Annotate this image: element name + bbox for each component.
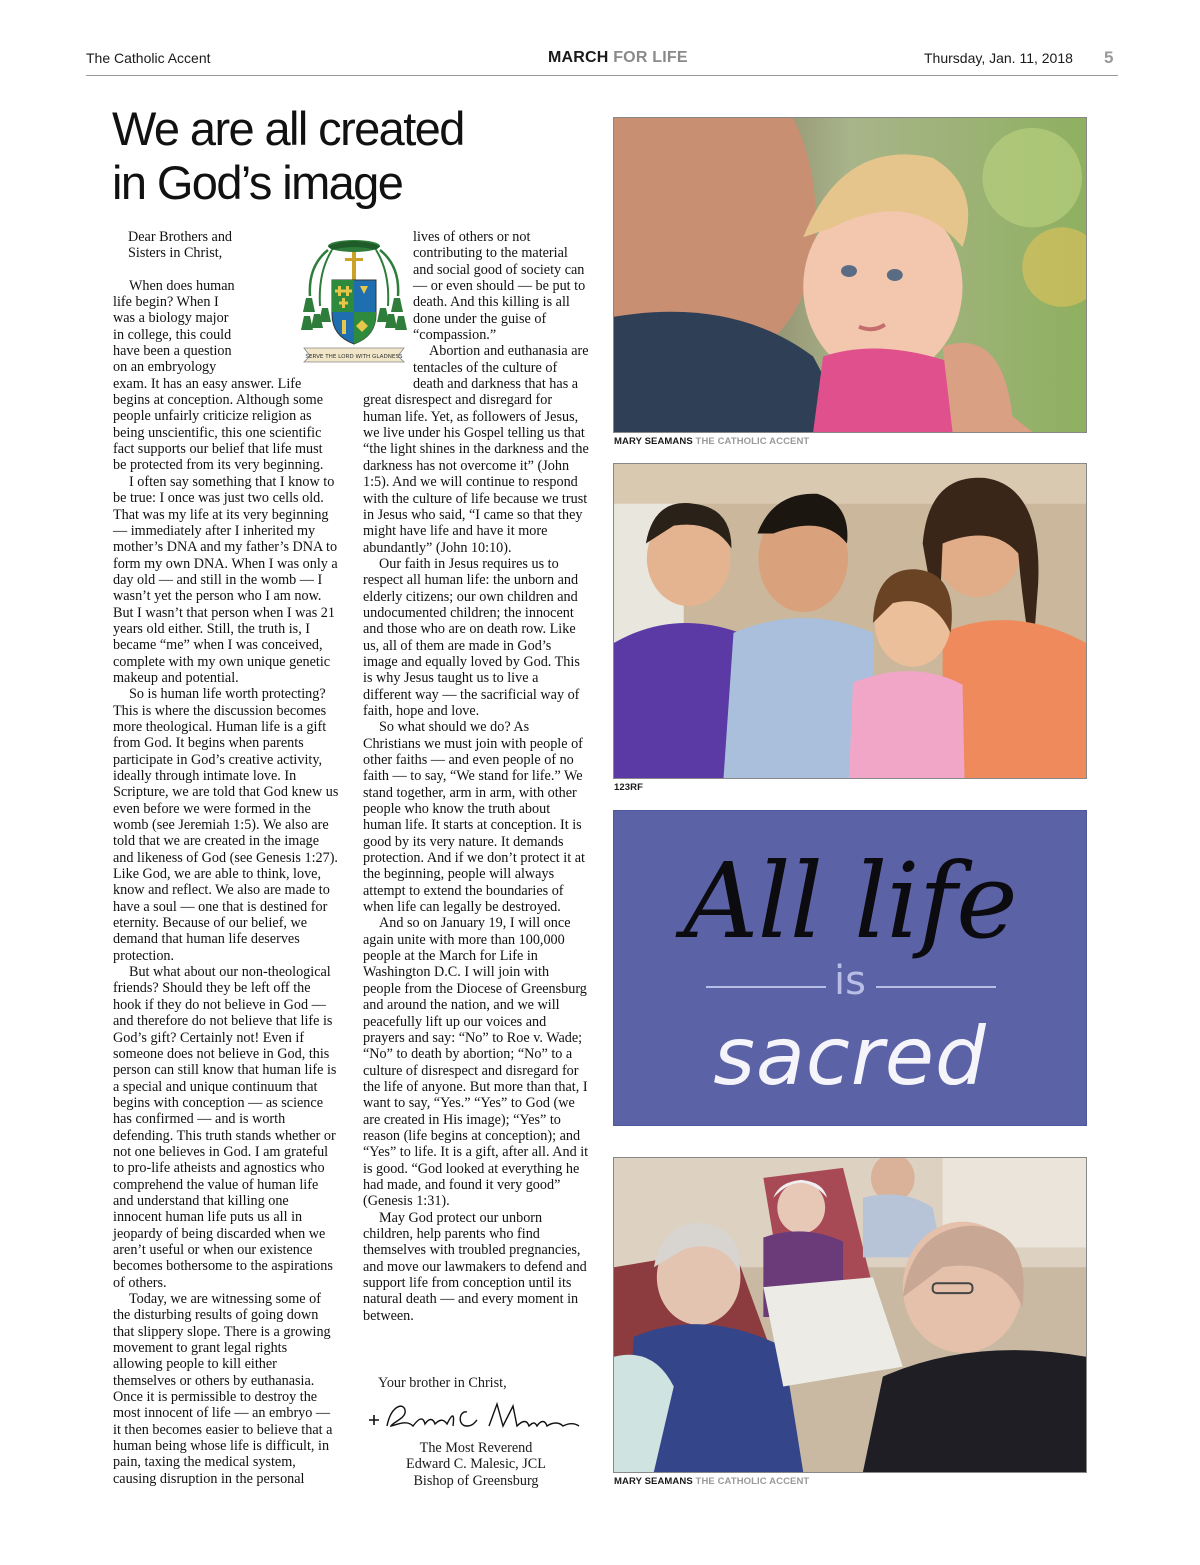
article-paragraph: Our faith in Jesus requires us to respect all human life: the unborn and elderly citizens; our own children and undocumented children; the innocent and those who are on death row. Like us, all of them are made in God’s image and equally loved by God. This is why Jesus taught us to live a different way — the sacrificial way of faith, hope and love.: [363, 555, 580, 719]
photo-credit-org: THE CATHOLIC ACCENT: [695, 1476, 810, 1487]
article-paragraph: May God protect our unborn children, help parents who find themselves with troubled pregnancies, and move our lawmakers to defend and support life from conception until its natural death — and every moment in between.: [363, 1209, 587, 1324]
photo-credit: [614, 782, 643, 793]
signer-name: Edward C. Malesic, JCL: [406, 1456, 546, 1473]
article-paragraph: lives of others or not contributing to the material and social good of society can — or even should — be put to death. And this killing is all done under the guise of “compassion.”: [413, 229, 586, 344]
coat-of-arms-graphic: [298, 236, 410, 370]
section-name: [548, 49, 688, 67]
page-number: 5: [1104, 48, 1114, 67]
paper-name: The Catholic Accent: [86, 50, 211, 66]
crest-motto: SERVE THE LORD WITH GLADNESS: [305, 354, 403, 360]
photo-credit-org: THE CATHOLIC ACCENT: [695, 436, 810, 447]
headline-line-2: in God’s image: [112, 156, 403, 209]
article-paragraph: But what about our non-theological friends? Should they be left off the hook if they do not believe in God — and therefore do not believe that life is God’s gift? Certainly not! Even if someone does not believe in God, this person can still know that human life is a special and unique continuum that begins with conception — as science has confirmed — and is worth defending. This truth stands whether or not one believes in God. I am grateful to pro-life atheists and agnostics who comprehend the value of human life and understand that killing one innocent human life puts us all in jeopardy of being discarded when we aren’t useful or when our existence becomes bothersome to the aspirations of others.: [113, 964, 337, 1291]
photo-credit: [614, 1476, 809, 1487]
article-paragraph: So is human life worth protecting? This is where the discussion becomes more theological. Human life is a gift from God. It begins when parents participate in God’s creative activity, ideally through intimate love. In Scripture, we are told that God knew us even before we were formed in the womb (see Jeremiah 1:5). We also are told that we are created in the image and likeness of God (see Genesis 1:27). Like God, we are able to think, love, know and reflect. We also are made to have a soul — one that is destined for eternity. Because of our belief, we demand that human life deserves protection.: [113, 686, 339, 964]
salutation-line-1: Dear Brothers and: [128, 229, 233, 245]
signature: [363, 1396, 589, 1438]
headline-line-1: We are all created: [112, 102, 464, 155]
article-paragraph: So what should we do? As Christians we must join with people of other faiths — and even people of no faith — to say, “We stand for life.” We stand together, arm in arm, with other people who know the truth about human life. It starts at conception. It is good by its very nature. It demands protection. And if we don’t protect it at the beginning, people will always attempt to extend the boundaries of when life can legally be destroyed.: [363, 719, 585, 916]
photo-family: [613, 463, 1087, 779]
photo-credit: [614, 436, 809, 447]
closing: [363, 1375, 589, 1391]
graphic-line-all-life: All life: [683, 840, 1017, 962]
signer-block: [363, 1440, 589, 1489]
section-name-strong: MARCH: [548, 49, 609, 66]
photo-family-image: [614, 464, 1086, 778]
photo-father-and-baby-image: [614, 118, 1086, 432]
photo-father-and-baby: [613, 117, 1087, 433]
section-name-light: FOR LIFE: [613, 49, 688, 66]
photo-credit-name: 123RF: [614, 782, 644, 793]
photo-credit-name: MARY SEAMANS: [614, 436, 693, 447]
running-head: [86, 48, 1118, 70]
article-column-2: [363, 229, 589, 1369]
graphic-rule-right: [876, 986, 996, 988]
graphic-line-is: is: [834, 958, 866, 1004]
article-paragraph: And so on January 19, I will once again unite with more than 100,000 people at the March for Life in Washington D.C. I will join with people from the Diocese of Greensburg and around the nation, and we will peacefully lift up our voices and prayers and say: “No” to Roe v. Wade; “No” to death by abortion; “No” to a culture of disrespect and disregard for the life of anyone. But more than that, I want to say, “Yes.” “Yes” to God (we are created in His image); “Yes” to reason (life begins at conception); and “Yes” to life. It is a gift, after all. And it is good. “God looked at everything he had made, and found it very good” (Genesis 1:31).: [363, 915, 589, 1210]
graphic-all-life-is-sacred: [613, 810, 1087, 1126]
graphic-line-sacred: sacred: [713, 1010, 987, 1103]
signer-title: The Most Reverend: [419, 1440, 533, 1456]
headline: [112, 102, 532, 210]
closing-line: Your brother in Christ,: [378, 1375, 507, 1391]
article-paragraph: Abortion and euthanasia are tentacles of the culture of death and darkness that has a great disrespect and disregard for human life. Yet, as followers of Jesus, we live under his Gospel telling us that “the light shines in the darkness and the darkness has not overcome it” (John 1:5). And we will continue to respond with the culture of life because we trust in Jesus who said, “I came so that they might have life and have it more abundantly” (John 10:10).: [363, 343, 589, 556]
article-paragraph: I often say something that I know to be true: I once was just two cells old. That was my life at its very beginning — immediately after I inherited my mother’s DNA and my father’s DNA to form my own DNA. When I was only a day old — and still in the womb — I wasn’t yet the person who I am now. But I wasn’t that person when I was 21 years old either. Still, the truth is, I became “me” when I was conceived, complete with my own unique genetic makeup and potential.: [113, 473, 338, 686]
coat-of-arms: [298, 236, 410, 370]
article-paragraph: Today, we are witnessing some of the disturbing results of going down that slippery slope. There is a growing movement to grant legal rights allowing people to kill either themselves or others by euthanasia. Once it is permissible to destroy the most innocent of life — an embryo — it then becomes easier to believe that a human being whose life is difficult, in pain, taxing the medical system, causing disruption in the personal: [113, 1291, 333, 1487]
header-rule: [86, 75, 1118, 76]
issue-date: Thursday, Jan. 11, 2018: [924, 50, 1073, 66]
graphic-panel: [614, 811, 1086, 1125]
article-paragraph: When does human life begin? When I was a biology major in college, this could have been a question on an embryology exam. It has an easy answer. Life begins at conception. Although some people unfairly criticize religion as being unscientific, this one scientific fact supports our belief that life must be protected from its very beginning.: [113, 277, 324, 474]
photo-nursing-home-visit-image: [614, 1158, 1086, 1472]
signature-graphic: [363, 1396, 589, 1438]
photo-credit-name: MARY SEAMANS: [614, 1476, 693, 1487]
photo-nursing-home-visit: [613, 1157, 1087, 1473]
signer-role: Bishop of Greensburg: [413, 1472, 539, 1489]
salutation-line-2: Sisters in Christ,: [128, 245, 223, 262]
article-column-1: [113, 229, 339, 1497]
